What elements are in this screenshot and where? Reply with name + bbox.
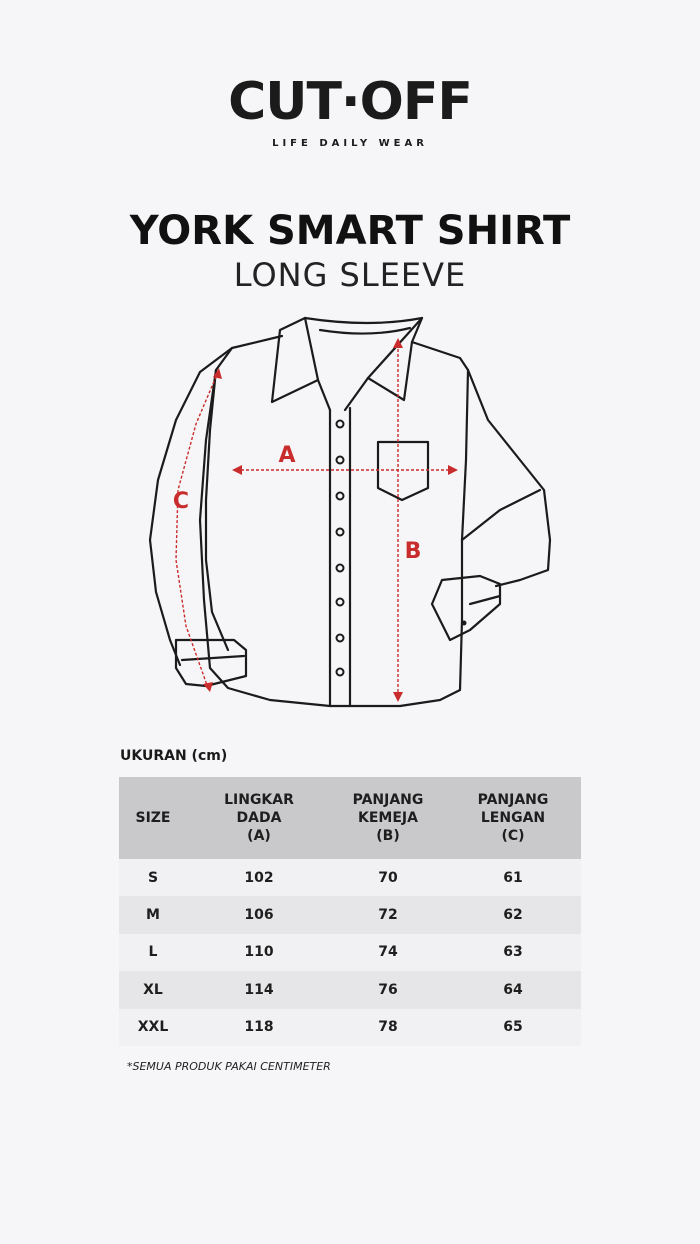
header-text: LENGAN bbox=[480, 810, 546, 826]
table-row bbox=[119, 896, 581, 933]
cell-size: S bbox=[119, 859, 187, 896]
brand-tagline: LIFE DAILY WEAR bbox=[272, 138, 428, 149]
cell-chest: 106 bbox=[187, 896, 331, 933]
cell-length: 74 bbox=[331, 934, 445, 971]
cell-sleeve: 62 bbox=[445, 896, 581, 933]
size-section-label: UKURAN (cm) bbox=[120, 748, 228, 764]
measure-label-c: C bbox=[172, 489, 190, 514]
cell-sleeve: 63 bbox=[445, 934, 581, 971]
size-chart-table bbox=[119, 777, 581, 1046]
table-row bbox=[119, 859, 581, 896]
header-text: SIZE bbox=[135, 810, 171, 826]
cell-chest: 118 bbox=[187, 1009, 331, 1046]
shirt-button bbox=[337, 599, 344, 606]
brand-wordmark: CUT·OFF bbox=[228, 72, 472, 132]
cell-size: L bbox=[119, 934, 187, 971]
header-text: KEMEJA bbox=[358, 810, 418, 826]
footnote: *SEMUA PRODUK PAKAI CENTIMETER bbox=[127, 1060, 331, 1073]
header-length bbox=[331, 777, 445, 859]
cell-chest: 114 bbox=[187, 971, 331, 1008]
header-text: (A) bbox=[247, 828, 271, 844]
measurement-lines bbox=[176, 344, 454, 698]
header-text: LINGKAR bbox=[224, 792, 294, 808]
shirt-button bbox=[337, 635, 344, 642]
cell-length: 70 bbox=[331, 859, 445, 896]
header-sleeve bbox=[445, 777, 581, 859]
size-chart-header-row bbox=[119, 777, 581, 859]
header-size bbox=[119, 777, 187, 859]
measure-label-b: B bbox=[404, 539, 422, 564]
header-text: DADA bbox=[236, 810, 282, 826]
cell-length: 76 bbox=[331, 971, 445, 1008]
cell-sleeve: 65 bbox=[445, 1009, 581, 1046]
cell-size: M bbox=[119, 896, 187, 933]
cell-size: XXL bbox=[119, 1009, 187, 1046]
header-text: (B) bbox=[376, 828, 400, 844]
cell-length: 72 bbox=[331, 896, 445, 933]
cuff-button bbox=[462, 621, 467, 626]
cell-length: 78 bbox=[331, 1009, 445, 1046]
cell-sleeve: 64 bbox=[445, 971, 581, 1008]
header-text: PANJANG bbox=[477, 792, 549, 808]
header-chest bbox=[187, 777, 331, 859]
header-text: (C) bbox=[501, 828, 525, 844]
cell-sleeve: 61 bbox=[445, 859, 581, 896]
shirt-button bbox=[337, 457, 344, 464]
shirt-button bbox=[337, 669, 344, 676]
shirt-button bbox=[337, 421, 344, 428]
brand-logo bbox=[0, 72, 700, 149]
table-row bbox=[119, 971, 581, 1008]
table-row bbox=[119, 934, 581, 971]
shirt-buttons bbox=[337, 421, 344, 676]
cell-chest: 110 bbox=[187, 934, 331, 971]
header-text: PANJANG bbox=[352, 792, 424, 808]
shirt-button bbox=[337, 565, 344, 572]
cell-chest: 102 bbox=[187, 859, 331, 896]
product-title: YORK SMART SHIRT bbox=[129, 208, 571, 254]
table-row bbox=[119, 1009, 581, 1046]
shirt-outline bbox=[150, 318, 550, 706]
cell-size: XL bbox=[119, 971, 187, 1008]
shirt-button bbox=[337, 529, 344, 536]
shirt-measurement-diagram bbox=[140, 312, 560, 712]
measure-label-a: A bbox=[278, 443, 296, 468]
product-subtitle: LONG SLEEVE bbox=[233, 256, 467, 294]
shirt-button bbox=[337, 493, 344, 500]
